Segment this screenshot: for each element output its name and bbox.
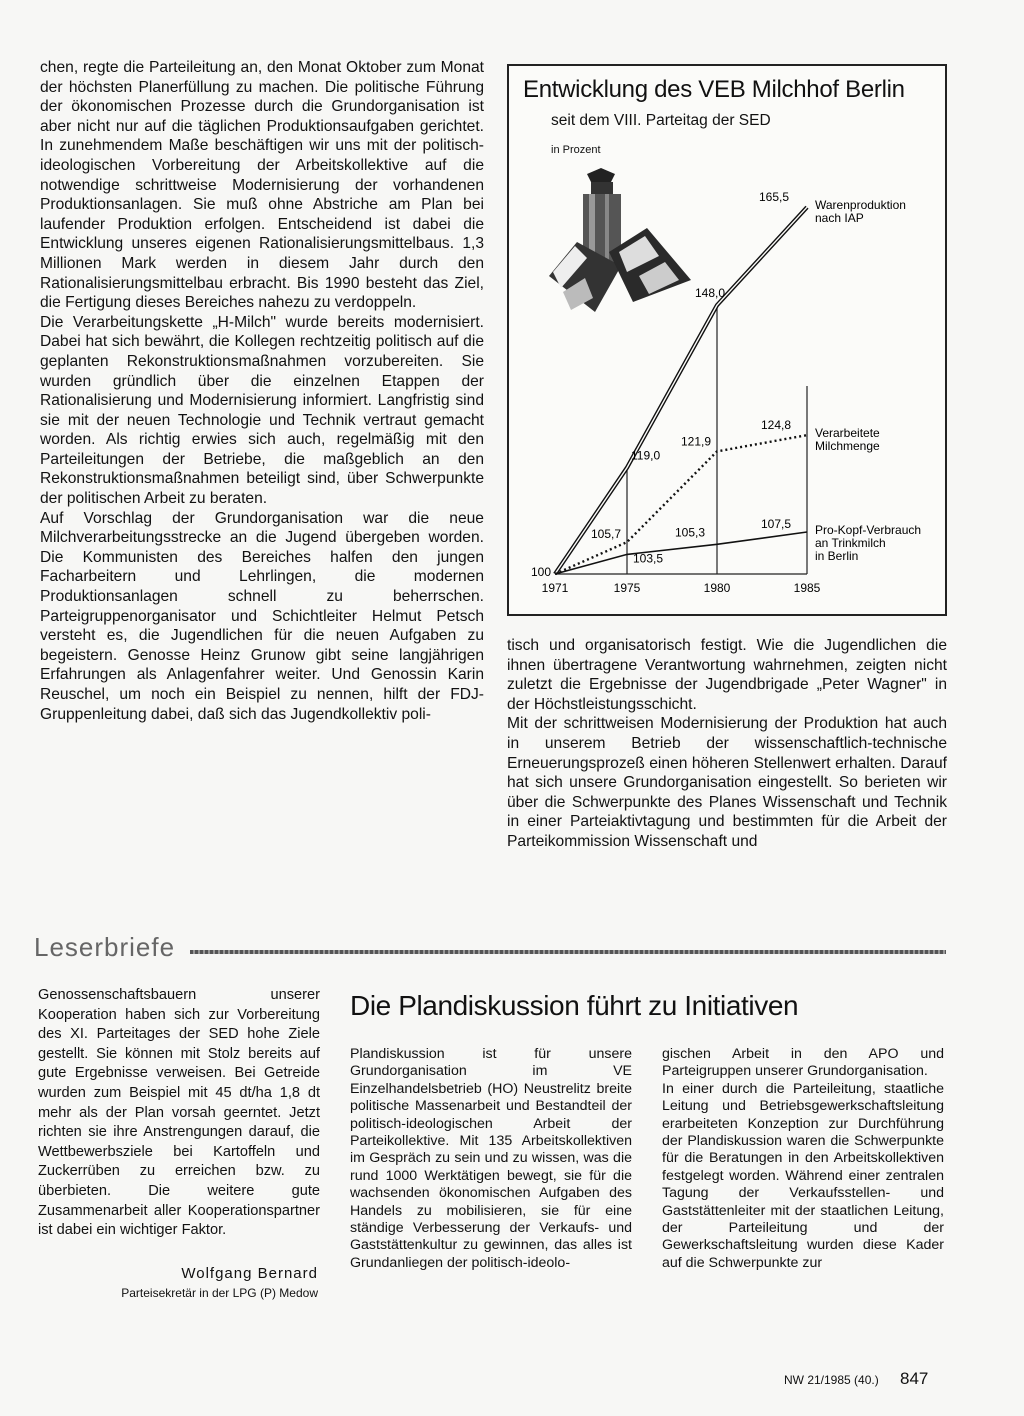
article-column-2	[662, 1046, 944, 1272]
series-legend-label: Verarbeitete	[815, 426, 880, 441]
letter-author: Wolfgang Bernard	[181, 1265, 318, 1282]
paragraph: chen, regte die Parteileitung an, den Monat Oktober zum Monat der höchsten Planerfüllung zu machen. Die politische Führung der ökonomischen Prozesse durch die Grundorganisation ist aber nicht nur auf die täglichen Produktionsaufgaben gerichtet. In zunehmendem Maße beschäftigen wir uns mit der politisch-ideologischen Vorbereitung der Arbeitskollektive auf die notwendige schrittweise Modernisierung der vorhandenen Produktionsanlagen. Sie muß ohne Abstriche am Plan bei laufender Produktion erfolgen. Entscheidend ist dabei die Entwicklung unseres eigenen Rationalisierungsmittelbaus. 1,3 Millionen Mark werden in diesem Jahr durch den Rationalisierungsmittelbau erbracht. Bis 1990 besteht das Ziel, die Fertigung dieses Bereiches nahezu zu verdoppeln.	[40, 59, 484, 312]
letter-text: Genossenschaftsbauern unserer Kooperation haben sich zur Vorbereitung des XI. Parteitages der SED hohe Ziele gestellt. Sie können mit Stolz bereits auf gute Ergebnisse verweisen. Bei Getreide wurden zum Beispiel mit 45 dt/ha 1,8 dt mehr als der Plan vorsah geerntet. Jetzt richten sie ihre Anstrengungen darauf, die Wettbewerbsziele bei Kartoffeln und Zuckerrüben zu erreichen bzw. zu überbieten. Die weitere gute Zusammenarbeit aller Kooperationspartner ist dabei ein wichtiger Faktor.	[38, 987, 320, 1239]
chart-plot	[509, 66, 945, 614]
section-rule	[190, 950, 946, 954]
data-label: 121,9	[681, 434, 712, 449]
data-label: 105,3	[675, 525, 706, 540]
series-legend-label: Pro-Kopf-Verbrauch	[815, 523, 922, 537]
data-label: 100	[530, 565, 551, 579]
left-column	[40, 58, 484, 724]
data-label: 119,0	[631, 448, 661, 463]
x-tick-label: 1980	[703, 581, 731, 595]
chart-title: Entwicklung des VEB Milchhof Berlin	[523, 76, 905, 103]
data-label: 105,7	[591, 527, 622, 542]
paragraph: gischen Arbeit in den APO und Parteigruppen unserer Grundorganisation.	[662, 1046, 944, 1080]
letter-author-role: Parteisekretär in der LPG (P) Medow	[121, 1286, 318, 1300]
paragraph: Die Verarbeitungskette „H-Milch" wurde bereits modernisiert. Dabei hat sich bewährt, die Kollegen rechtzeitig politisch auf die geplanten Rekonstruktionsmaßnahmen vorzubereiten. Sie wurden gründlich über die einzelnen Etappen der Rationalisierung und Modernisierung informiert. Langfristig sind sie mit der neuen Technologie und Technik vertraut gemacht worden. Als richtig erwies sich auch, regelmäßig mit den Parteileitungen der Betriebe, die maßgeblich an den Rekonstruktionsmaßnahmen beteiligt sind, über Schwerpunkte der politischen Arbeit zu beraten.	[40, 313, 484, 508]
x-tick-label: 1975	[613, 581, 641, 595]
data-label: 107,5	[761, 517, 792, 531]
x-tick-label: 1985	[793, 581, 821, 595]
data-label: 148,0	[695, 286, 726, 301]
series-legend-label: Milchmenge	[815, 439, 880, 454]
paragraph: tisch und organisatorisch festigt. Wie die Jugendlichen die ihnen übertragene Verantwortung wahrnehmen, zeigten nicht zuletzt die Ergebnisse der Jugendbrigade „Peter Wagner" in der Höchstleistungsschicht.	[507, 637, 947, 713]
page-number: 847	[900, 1369, 929, 1388]
data-label: 103,5	[633, 551, 664, 566]
article-column-1: Plandiskussion ist für unsere Grundorganisation im VE Einzelhandelsbetrieb (HO) Neustrelitz breite politische Massenarbeit und Bestandteil der politisch-ideologischen Arbeit der Parteikollektive. Mit 135 Arbeitskollektiven im Gespräch zu sein und zu wissen, was die rund 1000 Werktätigen bewegt, sie für die wachsenden ökonomischen Aufgaben des Handels zu mobilisieren, sie für eine ständige Verbesserung der Verkaufs- und Gaststättenkultur zu gewinnen, das alles ist Grundanliegen der politisch-ideolo-	[350, 1046, 632, 1271]
right-column	[507, 636, 947, 852]
milk-can-illustration	[549, 168, 691, 312]
series-line	[555, 435, 807, 574]
series-legend-label: in Berlin	[815, 549, 859, 563]
data-label: 124,8	[761, 418, 792, 433]
x-tick-label: 1971	[541, 581, 569, 595]
section-label: Leserbriefe	[34, 932, 176, 962]
section-header	[34, 928, 946, 968]
series-legend-label: Warenproduktion	[815, 198, 906, 213]
chart-unit-label: in Prozent	[551, 144, 601, 156]
chart-subtitle: seit dem VIII. Parteitag der SED	[551, 112, 771, 129]
data-label: 165,5	[759, 190, 790, 205]
series-legend-label: nach IAP	[815, 211, 864, 226]
chart-axes	[531, 305, 821, 595]
paragraph: Auf Vorschlag der Grundorganisation war die neue Milchverarbeitungsstrecke an die Jugend übergeben worden. Die Kommunisten des Bereiches halfen den jungen Facharbeitern und Lehrlingen, die modernen Produktionsanlagen schnell zu beherrschen. Parteigruppenorganisator und Schichtleiter Helmut Petsch versteht es, die Jugendlichen für die neuen Aufgaben zu begeistern. Genosse Heinz Grunow gibt seine langjährigen Erfahrungen als Anlagenfahrer weiter. Und Genossin Karin Reuschel, um noch ein Beispiel zu nennen, hilft der FDJ-Gruppenleitung dabei, daß sich das Jugendkollektiv poli-	[40, 509, 484, 723]
article-headline: Die Plandiskussion führt zu Initiativen	[350, 990, 799, 1021]
paragraph: Mit der schrittweisen Modernisierung der Produktion hat auch in unserem Betrieb der wissenschaftlich-technische Erneuerungsprozeß einen höheren Stellenwert erhalten. Darauf hat sich unsere Grundorganisation eingestellt. So berieten wir über die Schwerpunkte des Planes Wissenschaft und Technik in einer Parteiaktivtagung und bestimmten für die Arbeit der Parteikommission Wissenschaft und	[507, 715, 947, 850]
chart-figure	[507, 64, 947, 616]
paragraph: In einer durch die Parteileitung, staatliche Leitung und Betriebsgewerkschaftsleitung erarbeiteten Konzeption zur Durchführung der Plandiskussion waren die Schwerpunkte für die Beratungen in den Arbeitskollektiven festgelegt worden. Während einer zentralen Tagung der Verkaufsstellen- und Gaststättenleiter mit der staatlichen Leitung, der Parteileitung und der Gewerkschaftsleitung wurden diese Kader auf die Schwerpunkte zur	[662, 1080, 944, 1271]
series-legend-label: an Trinkmilch	[815, 536, 886, 550]
issue-number: NW 21/1985 (40.)	[784, 1373, 879, 1387]
